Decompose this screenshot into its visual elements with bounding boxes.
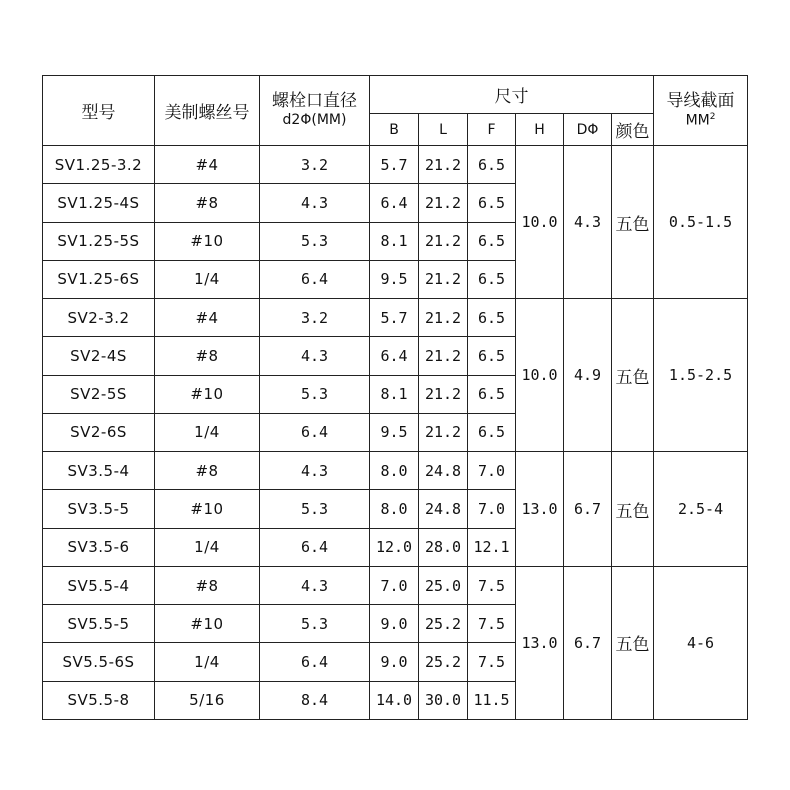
cell-model: SV3.5-6 bbox=[43, 528, 155, 566]
cell-F: 7.5 bbox=[468, 605, 516, 643]
cell-model: SV5.5-8 bbox=[43, 681, 155, 719]
cell-model: SV5.5-5 bbox=[43, 605, 155, 643]
header-dimensions: 尺寸 bbox=[370, 76, 654, 114]
cell-F: 6.5 bbox=[468, 260, 516, 298]
cell-H: 13.0 bbox=[516, 452, 564, 567]
header-model: 型号 bbox=[43, 76, 155, 146]
cell-D: 4.3 bbox=[564, 146, 612, 299]
cell-L: 21.2 bbox=[419, 375, 468, 413]
cell-d2: 5.3 bbox=[260, 490, 370, 528]
cell-model: SV2-5S bbox=[43, 375, 155, 413]
cell-wire-section: 0.5-1.5 bbox=[654, 146, 748, 299]
cell-thread: 1/4 bbox=[155, 260, 260, 298]
cell-model: SV1.25-6S bbox=[43, 260, 155, 298]
table-row bbox=[43, 146, 748, 184]
cell-model: SV2-3.2 bbox=[43, 299, 155, 337]
cell-L: 30.0 bbox=[419, 681, 468, 719]
cell-L: 24.8 bbox=[419, 452, 468, 490]
cell-L: 25.2 bbox=[419, 605, 468, 643]
cell-B: 9.5 bbox=[370, 413, 419, 451]
cell-color: 五色 bbox=[612, 566, 654, 719]
cell-B: 12.0 bbox=[370, 528, 419, 566]
cell-F: 12.1 bbox=[468, 528, 516, 566]
cell-d2: 8.4 bbox=[260, 681, 370, 719]
spec-table bbox=[42, 75, 748, 720]
cell-L: 21.2 bbox=[419, 299, 468, 337]
table-body bbox=[43, 146, 748, 720]
cell-model: SV1.25-5S bbox=[43, 222, 155, 260]
header-H: H bbox=[516, 114, 564, 146]
cell-D: 4.9 bbox=[564, 299, 612, 452]
cell-B: 7.0 bbox=[370, 566, 419, 604]
wire-section-unit-text: MM bbox=[685, 112, 710, 129]
cell-L: 21.2 bbox=[419, 337, 468, 375]
cell-model: SV5.5-4 bbox=[43, 566, 155, 604]
cell-B: 6.4 bbox=[370, 337, 419, 375]
cell-F: 6.5 bbox=[468, 184, 516, 222]
cell-model: SV3.5-5 bbox=[43, 490, 155, 528]
header-wire-section-unit bbox=[654, 112, 747, 130]
cell-L: 21.2 bbox=[419, 146, 468, 184]
cell-F: 7.0 bbox=[468, 452, 516, 490]
header-B: B bbox=[370, 114, 419, 146]
cell-wire-section: 1.5-2.5 bbox=[654, 299, 748, 452]
cell-L: 28.0 bbox=[419, 528, 468, 566]
cell-model: SV3.5-4 bbox=[43, 452, 155, 490]
cell-d2: 4.3 bbox=[260, 184, 370, 222]
cell-d2: 3.2 bbox=[260, 299, 370, 337]
cell-thread: 1/4 bbox=[155, 528, 260, 566]
cell-thread: 1/4 bbox=[155, 413, 260, 451]
cell-color: 五色 bbox=[612, 299, 654, 452]
header-L: L bbox=[419, 114, 468, 146]
cell-thread: #8 bbox=[155, 337, 260, 375]
cell-d2: 5.3 bbox=[260, 605, 370, 643]
cell-d2: 4.3 bbox=[260, 452, 370, 490]
cell-F: 7.5 bbox=[468, 566, 516, 604]
cell-F: 7.0 bbox=[468, 490, 516, 528]
cell-B: 9.5 bbox=[370, 260, 419, 298]
cell-thread: #8 bbox=[155, 184, 260, 222]
cell-color: 五色 bbox=[612, 146, 654, 299]
cell-F: 6.5 bbox=[468, 375, 516, 413]
cell-F: 11.5 bbox=[468, 681, 516, 719]
header-us-thread: 美制螺丝号 bbox=[155, 76, 260, 146]
cell-B: 5.7 bbox=[370, 146, 419, 184]
cell-thread: 1/4 bbox=[155, 643, 260, 681]
header-color: 颜色 bbox=[612, 114, 654, 146]
table-row bbox=[43, 452, 748, 490]
header-bolt-diameter-line1: 螺栓口直径 bbox=[272, 91, 357, 112]
header-F: F bbox=[468, 114, 516, 146]
cell-wire-section: 2.5-4 bbox=[654, 452, 748, 567]
cell-wire-section: 4-6 bbox=[654, 566, 748, 719]
cell-F: 6.5 bbox=[468, 146, 516, 184]
cell-thread: #4 bbox=[155, 146, 260, 184]
cell-B: 9.0 bbox=[370, 605, 419, 643]
cell-d2: 6.4 bbox=[260, 643, 370, 681]
cell-d2: 6.4 bbox=[260, 260, 370, 298]
header-D: DΦ bbox=[564, 114, 612, 146]
cell-L: 21.2 bbox=[419, 260, 468, 298]
table-row bbox=[43, 299, 748, 337]
cell-d2: 6.4 bbox=[260, 413, 370, 451]
cell-H: 10.0 bbox=[516, 146, 564, 299]
cell-B: 8.0 bbox=[370, 490, 419, 528]
table-header bbox=[43, 76, 748, 146]
cell-model: SV5.5-6S bbox=[43, 643, 155, 681]
cell-F: 6.5 bbox=[468, 222, 516, 260]
cell-thread: #10 bbox=[155, 490, 260, 528]
cell-L: 25.0 bbox=[419, 566, 468, 604]
cell-thread: #8 bbox=[155, 452, 260, 490]
cell-d2: 6.4 bbox=[260, 528, 370, 566]
cell-d2: 4.3 bbox=[260, 337, 370, 375]
header-bolt-diameter bbox=[260, 76, 370, 146]
cell-L: 24.8 bbox=[419, 490, 468, 528]
cell-thread: #8 bbox=[155, 566, 260, 604]
cell-L: 21.2 bbox=[419, 184, 468, 222]
cell-B: 6.4 bbox=[370, 184, 419, 222]
cell-color: 五色 bbox=[612, 452, 654, 567]
cell-B: 8.1 bbox=[370, 222, 419, 260]
cell-L: 25.2 bbox=[419, 643, 468, 681]
cell-model: SV1.25-3.2 bbox=[43, 146, 155, 184]
cell-thread: #10 bbox=[155, 375, 260, 413]
cell-d2: 3.2 bbox=[260, 146, 370, 184]
header-wire-section bbox=[654, 76, 748, 146]
cell-F: 6.5 bbox=[468, 337, 516, 375]
cell-B: 8.1 bbox=[370, 375, 419, 413]
cell-thread: #10 bbox=[155, 222, 260, 260]
cell-d2: 4.3 bbox=[260, 566, 370, 604]
cell-B: 14.0 bbox=[370, 681, 419, 719]
cell-model: SV2-4S bbox=[43, 337, 155, 375]
header-bolt-diameter-line2: d2Φ(MM) bbox=[282, 112, 347, 129]
cell-thread: 5/16 bbox=[155, 681, 260, 719]
wire-section-superscript: 2 bbox=[709, 112, 716, 123]
cell-model: SV1.25-4S bbox=[43, 184, 155, 222]
cell-d2: 5.3 bbox=[260, 222, 370, 260]
cell-model: SV2-6S bbox=[43, 413, 155, 451]
cell-F: 7.5 bbox=[468, 643, 516, 681]
cell-d2: 5.3 bbox=[260, 375, 370, 413]
cell-L: 21.2 bbox=[419, 222, 468, 260]
cell-D: 6.7 bbox=[564, 452, 612, 567]
header-wire-section-line1: 导线截面 bbox=[666, 90, 735, 111]
cell-F: 6.5 bbox=[468, 413, 516, 451]
table-row bbox=[43, 566, 748, 604]
cell-L: 21.2 bbox=[419, 413, 468, 451]
cell-F: 6.5 bbox=[468, 299, 516, 337]
cell-H: 13.0 bbox=[516, 566, 564, 719]
cell-B: 5.7 bbox=[370, 299, 419, 337]
cell-B: 9.0 bbox=[370, 643, 419, 681]
cell-thread: #4 bbox=[155, 299, 260, 337]
cell-H: 10.0 bbox=[516, 299, 564, 452]
cell-thread: #10 bbox=[155, 605, 260, 643]
cell-D: 6.7 bbox=[564, 566, 612, 719]
cell-B: 8.0 bbox=[370, 452, 419, 490]
